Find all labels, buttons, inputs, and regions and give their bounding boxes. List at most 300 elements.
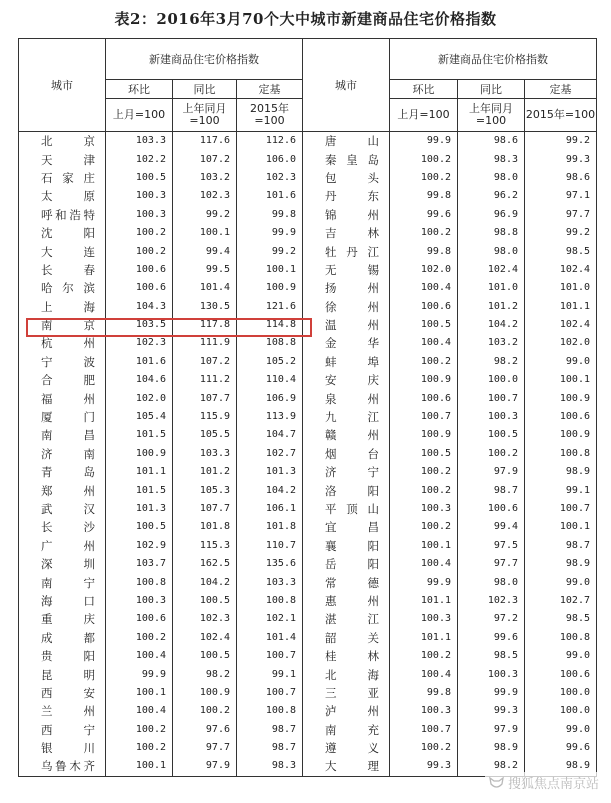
yoy-cell-left: 100.5 xyxy=(173,647,237,665)
mom-cell-left: 102.2 xyxy=(106,150,173,168)
yoy-cell-left: 105.5 xyxy=(173,426,237,444)
mom-cell-right: 100.2 xyxy=(390,150,458,168)
city-cell-left: 厦门 xyxy=(19,408,106,426)
city-cell-right: 丹东 xyxy=(303,187,390,205)
city-cell-right: 大理 xyxy=(303,757,390,776)
base-cell-left: 104.2 xyxy=(237,481,303,499)
yoy-cell-right: 98.0 xyxy=(458,169,525,187)
mom-cell-left: 100.5 xyxy=(106,518,173,536)
city-cell-left: 海口 xyxy=(19,592,106,610)
yoy-cell-left: 100.5 xyxy=(173,592,237,610)
base-cell-left: 101.8 xyxy=(237,518,303,536)
yoy-cell-right: 98.8 xyxy=(458,224,525,242)
mom-cell-left: 104.3 xyxy=(106,298,173,316)
city-cell-right: 包头 xyxy=(303,169,390,187)
base-cell-left: 135.6 xyxy=(237,555,303,573)
city-cell-left: 深圳 xyxy=(19,555,106,573)
yoy-cell-right: 97.5 xyxy=(458,537,525,555)
mom-cell-left: 100.5 xyxy=(106,169,173,187)
mom-cell-right: 100.2 xyxy=(390,518,458,536)
yoy-cell-right: 97.9 xyxy=(458,463,525,481)
city-cell-right: 扬州 xyxy=(303,279,390,297)
mom-cell-right: 100.4 xyxy=(390,555,458,573)
city-cell-right: 宜昌 xyxy=(303,518,390,536)
base-cell-left: 102.1 xyxy=(237,610,303,628)
base-cell-left: 114.8 xyxy=(237,316,303,334)
city-cell-right: 秦皇岛 xyxy=(303,150,390,168)
city-cell-left: 重庆 xyxy=(19,610,106,628)
table-row xyxy=(19,261,597,279)
city-cell-right: 吉林 xyxy=(303,224,390,242)
yoy-cell-left: 162.5 xyxy=(173,555,237,573)
table-row xyxy=(19,463,597,481)
price-index-table xyxy=(18,38,597,777)
table-row xyxy=(19,371,597,389)
base-cell-right: 102.0 xyxy=(525,334,597,352)
table-row xyxy=(19,592,597,610)
mom-cell-right: 102.0 xyxy=(390,261,458,279)
city-cell-left: 乌鲁木齐 xyxy=(19,757,106,776)
city-cell-left: 哈尔滨 xyxy=(19,279,106,297)
yoy-cell-right: 96.2 xyxy=(458,187,525,205)
base-cell-right: 98.7 xyxy=(525,537,597,555)
mom-cell-left: 100.6 xyxy=(106,279,173,297)
base-cell-right: 98.9 xyxy=(525,757,597,776)
table-row xyxy=(19,224,597,242)
yoy-cell-left: 111.2 xyxy=(173,371,237,389)
mom-cell-right: 100.6 xyxy=(390,389,458,407)
yoy-sub-right: 上年同月=100 xyxy=(458,99,525,132)
city-cell-left: 太原 xyxy=(19,187,106,205)
yoy-cell-right: 102.4 xyxy=(458,261,525,279)
city-cell-right: 泉州 xyxy=(303,389,390,407)
yoy-cell-right: 100.5 xyxy=(458,426,525,444)
base-cell-right: 101.0 xyxy=(525,279,597,297)
mom-cell-left: 100.2 xyxy=(106,242,173,260)
city-cell-left: 成都 xyxy=(19,629,106,647)
table-row xyxy=(19,279,597,297)
mom-cell-left: 101.1 xyxy=(106,463,173,481)
yoy-cell-left: 99.2 xyxy=(173,206,237,224)
city-cell-left: 合肥 xyxy=(19,371,106,389)
city-cell-right: 韶关 xyxy=(303,629,390,647)
base-cell-left: 121.6 xyxy=(237,298,303,316)
base-cell-left: 105.2 xyxy=(237,353,303,371)
base-cell-left: 99.1 xyxy=(237,665,303,683)
table-row xyxy=(19,389,597,407)
table-row xyxy=(19,316,597,334)
base-cell-left: 104.7 xyxy=(237,426,303,444)
table-row xyxy=(19,150,597,168)
table-title: 表2：2016年3月70个大中城市新建商品住宅价格指数 xyxy=(114,10,497,28)
base-cell-right: 102.7 xyxy=(525,592,597,610)
city-cell-right: 安庆 xyxy=(303,371,390,389)
base-cell-left: 102.7 xyxy=(237,445,303,463)
city-cell-right: 遵义 xyxy=(303,739,390,757)
table-row xyxy=(19,647,597,665)
mom-cell-right: 100.2 xyxy=(390,353,458,371)
mom-cell-left: 100.6 xyxy=(106,261,173,279)
city-cell-right: 锦州 xyxy=(303,206,390,224)
yoy-cell-right: 98.0 xyxy=(458,573,525,591)
city-cell-right: 岳阳 xyxy=(303,555,390,573)
city-cell-right: 洛阳 xyxy=(303,481,390,499)
city-cell-left: 银川 xyxy=(19,739,106,757)
city-cell-right: 金华 xyxy=(303,334,390,352)
base-cell-right: 100.0 xyxy=(525,702,597,720)
base-cell-left: 106.1 xyxy=(237,500,303,518)
table-row xyxy=(19,445,597,463)
yoy-cell-right: 102.3 xyxy=(458,592,525,610)
yoy-cell-left: 97.9 xyxy=(173,757,237,776)
table-row xyxy=(19,629,597,647)
yoy-cell-left: 99.4 xyxy=(173,242,237,260)
yoy-cell-left: 107.7 xyxy=(173,389,237,407)
city-cell-left: 昆明 xyxy=(19,665,106,683)
table-row xyxy=(19,242,597,260)
base-cell-left: 110.4 xyxy=(237,371,303,389)
base-cell-right: 98.5 xyxy=(525,610,597,628)
base-cell-left: 110.7 xyxy=(237,537,303,555)
table-row xyxy=(19,684,597,702)
base-cell-right: 100.8 xyxy=(525,445,597,463)
base-cell-left: 99.2 xyxy=(237,242,303,260)
yoy-cell-right: 98.6 xyxy=(458,132,525,151)
mom-cell-right: 101.1 xyxy=(390,592,458,610)
base-cell-left: 101.4 xyxy=(237,629,303,647)
table-row xyxy=(19,481,597,499)
base-cell-right: 99.0 xyxy=(525,647,597,665)
city-cell-right: 牡丹江 xyxy=(303,242,390,260)
city-cell-left: 南京 xyxy=(19,316,106,334)
mom-cell-left: 100.2 xyxy=(106,224,173,242)
yoy-cell-left: 102.3 xyxy=(173,187,237,205)
yoy-cell-left: 115.3 xyxy=(173,537,237,555)
base-sub-right: 2015年=100 xyxy=(525,99,597,132)
base-cell-left: 106.0 xyxy=(237,150,303,168)
mom-cell-left: 100.8 xyxy=(106,573,173,591)
base-cell-left: 112.6 xyxy=(237,132,303,151)
base-cell-left: 99.9 xyxy=(237,224,303,242)
mom-cell-right: 99.8 xyxy=(390,684,458,702)
yoy-cell-left: 100.2 xyxy=(173,702,237,720)
base-cell-left: 98.7 xyxy=(237,721,303,739)
city-cell-left: 长沙 xyxy=(19,518,106,536)
mom-cell-right: 100.5 xyxy=(390,445,458,463)
city-cell-left: 郑州 xyxy=(19,481,106,499)
mom-cell-right: 99.8 xyxy=(390,242,458,260)
yoy-header-right: 同比 xyxy=(458,80,525,99)
mom-cell-right: 100.7 xyxy=(390,721,458,739)
city-cell-right: 惠州 xyxy=(303,592,390,610)
mom-cell-left: 100.4 xyxy=(106,647,173,665)
yoy-cell-left: 115.9 xyxy=(173,408,237,426)
yoy-cell-right: 101.2 xyxy=(458,298,525,316)
city-cell-left: 济南 xyxy=(19,445,106,463)
base-cell-right: 100.1 xyxy=(525,371,597,389)
table-row xyxy=(19,132,597,151)
table-row xyxy=(19,169,597,187)
base-cell-right: 100.7 xyxy=(525,500,597,518)
city-cell-left: 北京 xyxy=(19,132,106,151)
city-cell-left: 广州 xyxy=(19,537,106,555)
yoy-cell-left: 102.4 xyxy=(173,629,237,647)
city-cell-right: 济宁 xyxy=(303,463,390,481)
city-cell-left: 大连 xyxy=(19,242,106,260)
base-cell-right: 99.6 xyxy=(525,739,597,757)
base-cell-left: 100.9 xyxy=(237,279,303,297)
yoy-cell-right: 100.2 xyxy=(458,445,525,463)
city-cell-left: 长春 xyxy=(19,261,106,279)
mom-cell-left: 100.2 xyxy=(106,721,173,739)
city-cell-left: 上海 xyxy=(19,298,106,316)
yoy-cell-right: 96.9 xyxy=(458,206,525,224)
mom-cell-left: 100.2 xyxy=(106,629,173,647)
city-cell-right: 无锡 xyxy=(303,261,390,279)
table-row xyxy=(19,408,597,426)
mom-cell-left: 104.6 xyxy=(106,371,173,389)
mom-cell-left: 101.6 xyxy=(106,353,173,371)
base-cell-right: 100.8 xyxy=(525,629,597,647)
city-cell-left: 西宁 xyxy=(19,721,106,739)
base-cell-left: 100.7 xyxy=(237,647,303,665)
city-cell-right: 蚌埠 xyxy=(303,353,390,371)
yoy-cell-left: 101.4 xyxy=(173,279,237,297)
mom-cell-right: 99.9 xyxy=(390,573,458,591)
mom-sub-left: 上月=100 xyxy=(106,99,173,132)
sohu-fox-icon xyxy=(489,776,504,789)
base-cell-right: 98.9 xyxy=(525,555,597,573)
base-cell-right: 102.4 xyxy=(525,316,597,334)
yoy-cell-left: 107.2 xyxy=(173,150,237,168)
mom-cell-right: 100.3 xyxy=(390,702,458,720)
base-cell-right: 98.6 xyxy=(525,169,597,187)
city-cell-right: 三亚 xyxy=(303,684,390,702)
city-cell-left: 石家庄 xyxy=(19,169,106,187)
base-header-left: 定基 xyxy=(237,80,303,99)
mom-cell-left: 105.4 xyxy=(106,408,173,426)
mom-cell-right: 99.6 xyxy=(390,206,458,224)
city-cell-left: 天津 xyxy=(19,150,106,168)
yoy-cell-left: 130.5 xyxy=(173,298,237,316)
base-cell-right: 100.1 xyxy=(525,518,597,536)
mom-cell-left: 100.1 xyxy=(106,684,173,702)
mom-cell-right: 100.6 xyxy=(390,298,458,316)
table-row xyxy=(19,500,597,518)
yoy-cell-right: 98.2 xyxy=(458,757,525,776)
base-cell-left: 100.7 xyxy=(237,684,303,702)
base-cell-left: 100.8 xyxy=(237,702,303,720)
yoy-cell-left: 107.7 xyxy=(173,500,237,518)
mom-header-left: 环比 xyxy=(106,80,173,99)
base-cell-left: 113.9 xyxy=(237,408,303,426)
base-cell-right: 98.5 xyxy=(525,242,597,260)
base-cell-right: 97.7 xyxy=(525,206,597,224)
city-cell-left: 武汉 xyxy=(19,500,106,518)
mom-cell-left: 101.3 xyxy=(106,500,173,518)
city-cell-right: 北海 xyxy=(303,665,390,683)
yoy-cell-right: 100.3 xyxy=(458,408,525,426)
city-cell-left: 福州 xyxy=(19,389,106,407)
mom-cell-left: 100.3 xyxy=(106,187,173,205)
mom-cell-left: 102.3 xyxy=(106,334,173,352)
base-cell-right: 99.0 xyxy=(525,353,597,371)
mom-cell-right: 99.8 xyxy=(390,187,458,205)
base-cell-right: 102.4 xyxy=(525,261,597,279)
mom-cell-left: 100.1 xyxy=(106,757,173,776)
mom-cell-right: 100.2 xyxy=(390,739,458,757)
yoy-cell-right: 98.9 xyxy=(458,739,525,757)
mom-cell-left: 103.3 xyxy=(106,132,173,151)
yoy-cell-right: 98.0 xyxy=(458,242,525,260)
mom-cell-right: 100.9 xyxy=(390,371,458,389)
yoy-cell-left: 101.2 xyxy=(173,463,237,481)
table-row xyxy=(19,426,597,444)
mom-cell-right: 100.7 xyxy=(390,408,458,426)
mom-cell-left: 102.9 xyxy=(106,537,173,555)
city-cell-right: 南充 xyxy=(303,721,390,739)
city-cell-left: 西安 xyxy=(19,684,106,702)
city-header-right: 城市 xyxy=(303,39,390,132)
base-cell-right: 98.9 xyxy=(525,463,597,481)
table-row xyxy=(19,721,597,739)
base-cell-right: 100.9 xyxy=(525,389,597,407)
base-cell-left: 99.8 xyxy=(237,206,303,224)
table-row xyxy=(19,518,597,536)
base-cell-left: 98.3 xyxy=(237,757,303,776)
yoy-cell-left: 107.2 xyxy=(173,353,237,371)
city-cell-right: 唐山 xyxy=(303,132,390,151)
base-cell-right: 99.2 xyxy=(525,132,597,151)
yoy-header-left: 同比 xyxy=(173,80,237,99)
mom-cell-right: 100.2 xyxy=(390,481,458,499)
mom-cell-right: 101.1 xyxy=(390,629,458,647)
table-row xyxy=(19,739,597,757)
yoy-cell-left: 104.2 xyxy=(173,573,237,591)
base-cell-right: 99.0 xyxy=(525,573,597,591)
base-cell-left: 100.8 xyxy=(237,592,303,610)
watermark-text: 搜狐焦点南京站 xyxy=(507,777,599,792)
mom-cell-right: 100.4 xyxy=(390,334,458,352)
mom-cell-right: 100.3 xyxy=(390,500,458,518)
mom-cell-right: 99.3 xyxy=(390,757,458,776)
mom-cell-left: 100.6 xyxy=(106,610,173,628)
yoy-cell-right: 99.9 xyxy=(458,684,525,702)
base-cell-right: 99.3 xyxy=(525,150,597,168)
mom-cell-right: 100.1 xyxy=(390,537,458,555)
city-cell-right: 泸州 xyxy=(303,702,390,720)
mom-cell-right: 99.9 xyxy=(390,132,458,151)
yoy-cell-right: 100.7 xyxy=(458,389,525,407)
city-cell-left: 宁波 xyxy=(19,353,106,371)
yoy-cell-left: 98.2 xyxy=(173,665,237,683)
base-cell-right: 97.1 xyxy=(525,187,597,205)
mom-cell-left: 100.4 xyxy=(106,702,173,720)
city-cell-left: 呼和浩特 xyxy=(19,206,106,224)
city-cell-right: 烟台 xyxy=(303,445,390,463)
city-cell-right: 徐州 xyxy=(303,298,390,316)
mom-cell-left: 101.5 xyxy=(106,426,173,444)
base-cell-left: 108.8 xyxy=(237,334,303,352)
watermark xyxy=(485,772,603,793)
mom-cell-right: 100.2 xyxy=(390,224,458,242)
mom-cell-left: 103.7 xyxy=(106,555,173,573)
yoy-cell-right: 97.2 xyxy=(458,610,525,628)
yoy-cell-left: 103.2 xyxy=(173,169,237,187)
mom-cell-left: 99.9 xyxy=(106,665,173,683)
table-row xyxy=(19,702,597,720)
yoy-cell-left: 100.9 xyxy=(173,684,237,702)
mom-cell-left: 100.3 xyxy=(106,206,173,224)
city-cell-left: 南宁 xyxy=(19,573,106,591)
base-cell-left: 103.3 xyxy=(237,573,303,591)
yoy-cell-right: 99.3 xyxy=(458,702,525,720)
table-row xyxy=(19,187,597,205)
yoy-cell-right: 97.7 xyxy=(458,555,525,573)
yoy-cell-left: 101.8 xyxy=(173,518,237,536)
mom-header-right: 环比 xyxy=(390,80,458,99)
index-group-header-right: 新建商品住宅价格指数 xyxy=(390,39,597,80)
yoy-cell-left: 103.3 xyxy=(173,445,237,463)
city-cell-right: 湛江 xyxy=(303,610,390,628)
mom-cell-right: 100.2 xyxy=(390,647,458,665)
yoy-cell-right: 97.9 xyxy=(458,721,525,739)
table-row xyxy=(19,573,597,591)
mom-cell-left: 101.5 xyxy=(106,481,173,499)
base-header-right: 定基 xyxy=(525,80,597,99)
city-cell-left: 杭州 xyxy=(19,334,106,352)
yoy-cell-left: 117.6 xyxy=(173,132,237,151)
yoy-cell-right: 104.2 xyxy=(458,316,525,334)
yoy-cell-right: 103.2 xyxy=(458,334,525,352)
yoy-cell-right: 98.3 xyxy=(458,150,525,168)
yoy-cell-right: 100.0 xyxy=(458,371,525,389)
mom-cell-left: 103.5 xyxy=(106,316,173,334)
yoy-cell-left: 97.7 xyxy=(173,739,237,757)
yoy-cell-left: 111.9 xyxy=(173,334,237,352)
table-row xyxy=(19,537,597,555)
mom-cell-right: 100.3 xyxy=(390,610,458,628)
base-cell-left: 102.3 xyxy=(237,169,303,187)
base-cell-left: 98.7 xyxy=(237,739,303,757)
base-cell-left: 101.3 xyxy=(237,463,303,481)
mom-cell-left: 100.3 xyxy=(106,592,173,610)
table-row xyxy=(19,665,597,683)
mom-cell-right: 100.4 xyxy=(390,665,458,683)
base-cell-right: 100.6 xyxy=(525,665,597,683)
city-cell-right: 平顶山 xyxy=(303,500,390,518)
city-cell-right: 九江 xyxy=(303,408,390,426)
table-row xyxy=(19,298,597,316)
city-cell-right: 桂林 xyxy=(303,647,390,665)
table-row xyxy=(19,334,597,352)
yoy-cell-right: 100.6 xyxy=(458,500,525,518)
yoy-sub-left: 上年同月=100 xyxy=(173,99,237,132)
base-cell-right: 100.9 xyxy=(525,426,597,444)
base-cell-right: 99.0 xyxy=(525,721,597,739)
base-cell-left: 106.9 xyxy=(237,389,303,407)
yoy-cell-left: 97.6 xyxy=(173,721,237,739)
yoy-cell-right: 98.7 xyxy=(458,481,525,499)
city-cell-left: 兰州 xyxy=(19,702,106,720)
yoy-cell-right: 101.0 xyxy=(458,279,525,297)
city-cell-right: 赣州 xyxy=(303,426,390,444)
base-cell-left: 100.1 xyxy=(237,261,303,279)
mom-cell-right: 100.9 xyxy=(390,426,458,444)
mom-cell-left: 102.0 xyxy=(106,389,173,407)
table-row xyxy=(19,206,597,224)
mom-cell-right: 100.4 xyxy=(390,279,458,297)
